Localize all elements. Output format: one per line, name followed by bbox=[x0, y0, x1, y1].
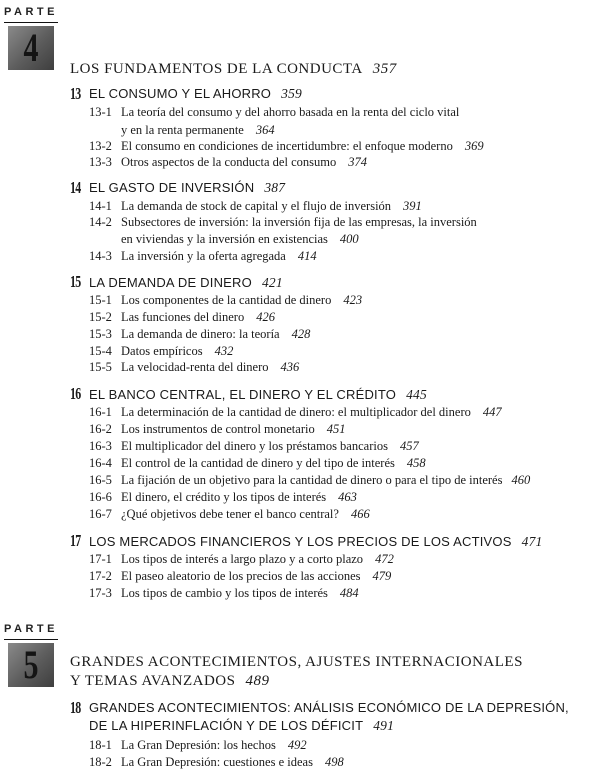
section-item: 13-1 La teoría del consumo y del ahorro basada en la renta del ciclo vital bbox=[89, 105, 460, 119]
section-item: 13-3 Otros aspectos de la conducta del consumo 374 bbox=[89, 155, 367, 169]
chapter-number: 17 bbox=[70, 531, 81, 550]
section-item: 18-2 La Gran Depresión: cuestiones e ideas 498 bbox=[89, 755, 344, 769]
section-item: 13-2 El consumo en condiciones de incertidumbre: el enfoque moderno 369 bbox=[89, 139, 484, 153]
part-number-box bbox=[8, 26, 54, 70]
section-item: 14-3 La inversión y la oferta agregada 414 bbox=[89, 249, 317, 263]
part-number: 4 bbox=[23, 25, 39, 70]
section-item: 17-2 El paseo aleatorio de los precios de las acciones 479 bbox=[89, 569, 392, 583]
section-item: 15-5 La velocidad-renta del dinero 436 bbox=[89, 360, 300, 374]
section-item: 16-2 Los instrumentos de control monetario 451 bbox=[89, 422, 346, 436]
chapter-page: 445 bbox=[406, 387, 427, 402]
chapter-title-cont: DE LA HIPERINFLACIÓN Y DE LOS DÉFICIT 491 bbox=[89, 718, 395, 733]
section-item: 16-7 ¿Qué objetivos debe tener el banco central? 466 bbox=[89, 507, 370, 521]
chapter-title: LA DEMANDA DE DINERO 421 bbox=[89, 275, 283, 290]
part-label: PARTE bbox=[4, 6, 58, 18]
chapter-page: 359 bbox=[281, 86, 302, 101]
part-number: 5 bbox=[23, 642, 39, 687]
section-item: 16-4 El control de la cantidad de dinero y del tipo de interés 458 bbox=[89, 456, 426, 470]
section-item: 16-1 La determinación de la cantidad de dinero: el multiplicador del dinero 447 bbox=[89, 405, 502, 419]
section-item: 15-1 Los componentes de la cantidad de dinero 423 bbox=[89, 293, 363, 307]
section-item: 16-3 El multiplicador del dinero y los préstamos bancarios 457 bbox=[89, 439, 419, 453]
section-item: 15-2 Las funciones del dinero 426 bbox=[89, 310, 275, 324]
chapter-number: 14 bbox=[70, 178, 81, 197]
part-title: LOS FUNDAMENTOS DE LA CONDUCTA 357 bbox=[70, 61, 397, 77]
section-item: 15-4 Datos empíricos 432 bbox=[89, 344, 234, 358]
part-number-box bbox=[8, 643, 54, 687]
chapter-number: 13 bbox=[70, 84, 81, 103]
part-rule-line bbox=[4, 639, 58, 640]
chapter-page: 491 bbox=[373, 718, 395, 733]
part-label: PARTE bbox=[4, 623, 58, 635]
chapter-page: 387 bbox=[264, 180, 286, 195]
chapter-title: EL CONSUMO Y EL AHORRO 359 bbox=[89, 86, 302, 101]
section-item: 17-1 Los tipos de interés a largo plazo y a corto plazo 472 bbox=[89, 552, 394, 566]
section-item-cont: en viviendas y la inversión en existencias 400 bbox=[121, 232, 359, 246]
chapter-number: 18 bbox=[70, 698, 81, 717]
chapter-title: EL BANCO CENTRAL, EL DINERO Y EL CRÉDITO 445 bbox=[89, 387, 427, 402]
chapter-number: 16 bbox=[70, 384, 81, 403]
chapter-title: LOS MERCADOS FINANCIEROS Y LOS PRECIOS DE LOS ACTIVOS 471 bbox=[89, 534, 543, 549]
part-page: 489 bbox=[245, 673, 270, 689]
section-item: 17-3 Los tipos de cambio y los tipos de interés 484 bbox=[89, 586, 359, 600]
part-page: 357 bbox=[372, 61, 397, 77]
section-item-cont: y en la renta permanente 364 bbox=[121, 123, 275, 137]
section-item: 14-1 La demanda de stock de capital y el flujo de inversión 391 bbox=[89, 199, 422, 213]
part-rule bbox=[4, 22, 58, 23]
part-title-cont: Y TEMAS AVANZADOS 489 bbox=[70, 673, 270, 689]
chapter-page: 421 bbox=[261, 275, 283, 290]
chapter-title: GRANDES ACONTECIMIENTOS: ANÁLISIS ECONÓMICO DE LA DEPRESIÓN, bbox=[89, 700, 569, 715]
section-item: 14-2 Subsectores de inversión: la inversión fija de las empresas, la inversión bbox=[89, 215, 477, 229]
chapter-page: 471 bbox=[521, 534, 543, 549]
part-title: GRANDES ACONTECIMIENTOS, AJUSTES INTERNACIONALES bbox=[70, 654, 523, 670]
section-item: 18-1 La Gran Depresión: los hechos 492 bbox=[89, 738, 307, 752]
chapter-number: 15 bbox=[70, 272, 81, 291]
section-item: 15-3 La demanda de dinero: la teoría 428 bbox=[89, 327, 311, 341]
section-item: 16-5 La fijación de un objetivo para la cantidad de dinero o para el tipo de interés 460 bbox=[89, 473, 531, 487]
section-item: 16-6 El dinero, el crédito y los tipos de interés 463 bbox=[89, 490, 357, 504]
chapter-title: EL GASTO DE INVERSIÓN 387 bbox=[89, 180, 286, 195]
